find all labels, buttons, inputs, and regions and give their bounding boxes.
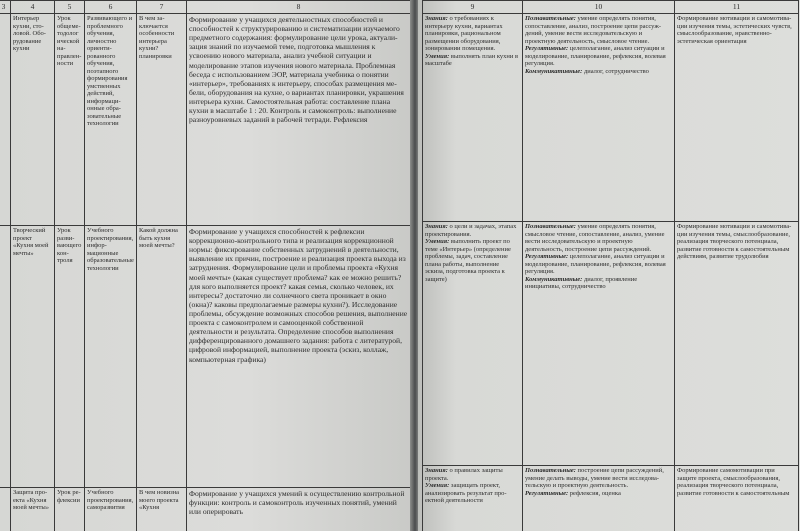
lesson-plan-table-right [422,0,799,531]
table-row [423,466,799,531]
table-row [0,226,411,488]
subject-results [423,466,523,531]
lesson-technologies: Развивающего и проблемного обучения, личностно ориентированного обучения, поэтапного формирования умственных действий, информационные образовательные технологии [85,14,137,226]
column-number: 9 [423,1,523,14]
column-number: 7 [137,1,187,14]
lesson-technologies: Учебного проектирования, саморазвития [85,488,137,531]
uud-text: диалог, сотрудничество [582,67,649,75]
problem-question: Какой должна быть кухня моей мечты? [137,226,187,488]
results-label: Знания: [425,467,448,474]
column-number: 8 [187,1,411,14]
uud-label: Регулятивные: [525,489,569,497]
lesson-technologies: Учебного проектирования, информационные образовательные технологии [85,226,137,488]
lesson-topic: Интерьер кухни, столовой. Оборудование кухни [11,14,55,226]
results-label: Знания: [425,223,448,230]
uud-label: Регулятивные: [525,253,569,261]
column-number: 11 [675,1,799,14]
table-row [423,222,799,466]
right-page [418,0,800,531]
lesson-type: Урок развивающего контроля [55,226,85,488]
uud-text: умение определять понятия, смысловое чтение, сопоставление, анализ, умение вести исследовательскую и проектную деятельность, построение цепи рассуждений. [525,223,665,253]
uud-text: целеполагание, анализ ситуации и моделирование, планирование, рефлексия, волевая регуляция. [525,45,666,68]
problem-question: В чем заключается особенности интерьера кухни? планировки [137,14,187,226]
lesson-topic: Защита проекта «Кухня моей мечты» [11,488,55,531]
activity-description: Формирование у учащихся деятельностных способностей и способностей к структурированию и систематизации изучаемого предметного содержания: формулирование цели урока, актуализация знаний по изучаемой теме, подготовка мышления к усвоению нового материала, анализ учебной ситуации и моделирование этапов изучения нового материала. Проблемная беседа с использованием ЭОР, материала учебника о понятии «интерьер», требованиях к интерьеру, способах размещения мебели, оборудования на кухне, о вариантах планировки, украшения интерьера кухни. Самостоятельная работа: составление плана кухни в масштабе 1 : 20. Контроль и самоконтроль: выполнение разноуровневых заданий в рабочей тетради. Рефлексия [187,14,411,226]
column-number: 5 [55,1,85,14]
results-text: выполнить проект по теме «Интерьер» (определение проблемы, задач, составление плана работы, выполнение эскиза, подготовка проекта к защите) [425,238,511,283]
uud-label: Познавательные: [525,467,576,474]
column-number: 3 [0,1,11,14]
row-number-cell [0,226,11,488]
results-text: защищать проект, анализировать результат проектной деятельности [425,482,507,505]
table-row [0,488,411,531]
column-number-row [0,1,411,14]
results-label: Умения: [425,482,450,490]
uud-label: Коммуникативные: [525,67,583,75]
problem-question: В чем новизна моего проекта «Кухня [137,488,187,531]
column-number-row [423,1,799,14]
uud-text: целеполагание, анализ ситуации и моделирование, планирование, рефлексия, волевая регуляция. [525,253,666,276]
results-label: Умения: [425,52,450,60]
results-text: о цели и задачах, этапах проектирования. [425,223,517,238]
results-text: о правилах защиты проекта. [425,467,503,482]
row-number-cell [0,14,11,226]
activity-description: Формирование у учащихся умений к осуществлению контрольной функции: контроль и самоконтроль изученных понятий, умений или оперировать [187,488,411,531]
universal-learning-actions [523,14,675,222]
lesson-topic: Творческий проект «Кухня моей мечты» [11,226,55,488]
uud-text: умение определять понятия, сопоставление, анализ, построение цепи рассуждений, умение вести исследовательскую и проектную деятельность, смысловое чтение. [525,15,661,45]
uud-label: Познавательные: [525,15,576,22]
uud-label: Регулятивные: [525,45,569,53]
table-row [0,14,411,226]
results-label: Знания: [425,15,448,22]
activity-description: Формирование у учащихся способностей к рефлексии коррекционно-контрольного типа и реализация коррекционной нормы: фиксирование собственных затруднений в деятельности, выявление их причин, построение и реализация проекта выхода из затруднения. Формулирование цели и проблемы проекта «Кухня моей мечты» (какая существует проблема? как ее можно решить? для кого выполняется проект? какая семья, сколько человек, их интересы? достаточно ли солнечного света проникает в окно (окна)? каковы предполагаемые размеры кухни?). Исследование проблемы, обсуждение возможных способов решения, выполнение проекта с самоконтролем и самооценкой собственной деятельности и результата. Определение способов выполнения дифференцированного домашнего задания: работа с литературой, цифровой информацией, выполнение проекта (эскиз, коллаж, компьютерная графика) [187,226,411,488]
uud-text: построение цепи рассуждений, умение делать выводы, умение вести исследовательскую и проектную деятельность. [525,467,664,490]
row-number-cell [0,488,11,531]
uud-label: Познавательные: [525,223,576,230]
results-label: Умения: [425,238,450,246]
personal-results: Формирование мотивации и самомотивации изучения темы, смыслообразование, реализация творческого потенциала, развитие готовности к самостоятельным действиям, развитие трудолюбия [675,222,799,466]
subject-results [423,14,523,222]
column-number: 4 [11,1,55,14]
universal-learning-actions [523,222,675,466]
personal-results: Формирование самомотивации при защите проекта, смыслообразования, реализация творческого потенциала, развитие готовности к самостоятельным [675,466,799,531]
uud-text: рефлексия, оценка [568,489,621,497]
column-number: 10 [523,1,675,14]
universal-learning-actions [523,466,675,531]
table-row [423,14,799,222]
personal-results: Формирование мотивации и самомотивации изучения темы, эстетических чувств, смыслообразование, нравственно-эстетическая ориентация [675,14,799,222]
subject-results [423,222,523,466]
column-number: 6 [85,1,137,14]
lesson-type: Урок общеметодологической направленности [55,14,85,226]
results-text: выполнять план кухни в масштабе [425,52,519,68]
uud-label: Коммуникативные: [525,275,583,283]
lesson-type: Урок рефлексии [55,488,85,531]
uud-text: диалог, проявление инициативы, сотрудничество [525,275,638,291]
results-text: о требованиях к интерьеру кухни, вариантах планировки, рациональном размещении оборудования, зонировании помещения. [425,15,503,53]
